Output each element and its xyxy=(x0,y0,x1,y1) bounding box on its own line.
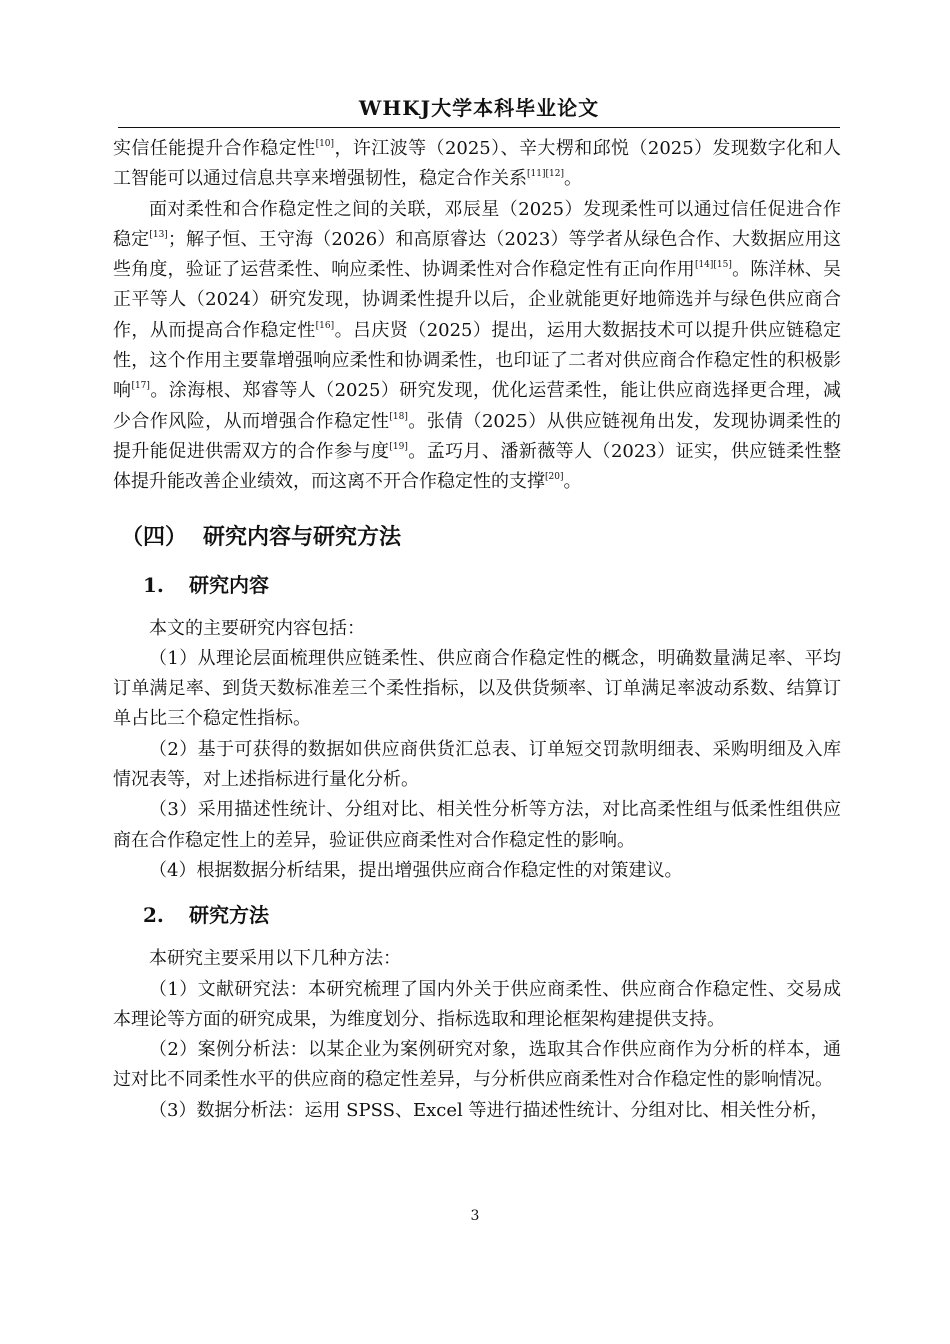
citation: [13] xyxy=(149,229,168,240)
header-rule xyxy=(118,127,840,128)
citation: [17] xyxy=(131,381,150,392)
subsection-number: 2. xyxy=(143,903,164,928)
paragraph-flexibility-stability: 面对柔性和合作稳定性之间的关联，邓辰星（2025）发现柔性可以通过信任促进合作稳定[13]；解子恒、王守海（2026）和高原睿达（2023）等学者从绿色合作、大数据应用这些角度，验证了运营柔性、响应柔性、协调柔性对合作稳定性有正向作用[14][15]。陈洋林、吴正平等人（2024）研究发现，协调柔性提升以后，企业就能更好地筛选并与绿色供应商合作，从而提高合作稳定性[16]。吕庆贤（2025）提出，运用大数据技术可以提升供应链稳定性，这个作用主要靠增强响应柔性和协调柔性，也印证了二者对供应商合作稳定性的积极影响[17]。涂海根、郑睿等人（2025）研究发现，优化运营柔性，能让供应商选择更合理，减少合作风险，从而增强合作稳定性[18]。张倩（2025）从供应链视角出发，发现协调柔性的提升能促进供需双方的合作参与度[19]。孟巧月、潘新薇等人（2023）证实，供应链柔性整体提升能改善企业绩效，而这离不开合作稳定性的支撑[20]。 xyxy=(113,198,842,493)
subsection-title: 研究内容 xyxy=(189,572,269,597)
citation: [18] xyxy=(389,411,408,422)
subsection-heading xyxy=(143,570,841,600)
page-body xyxy=(113,134,841,1126)
research-content-item: （1）从理论层面梳理供应链柔性、供应商合作稳定性的概念，明确数量满足率、平均订单满足率、到货天数标准差三个柔性指标，以及供货频率、订单满足率波动系数、结算订单占比三个稳定性指标。 xyxy=(113,647,841,730)
citation: [20] xyxy=(545,472,564,483)
research-method-item: （3）数据分析法：运用 SPSS、Excel 等进行描述性统计、分组对比、相关性分析， xyxy=(149,1099,829,1121)
research-content-item: （2）基于可获得的数据如供应商供货汇总表、订单短交罚款明细表、采购明细及入库情况表等，对上述指标进行量化分析。 xyxy=(113,738,841,791)
section-number: （四） xyxy=(121,523,188,550)
citation: [10] xyxy=(315,139,335,149)
running-header: WHKJ大学本科毕业论文 xyxy=(358,96,600,120)
citation: [14][15] xyxy=(694,260,732,271)
research-content-item: （4）根据数据分析结果，提出增强供应商合作稳定性的对策建议。 xyxy=(149,859,683,881)
subsection-title: 研究方法 xyxy=(189,903,269,928)
research-method-item: （2）案例分析法：以某企业为案例研究对象，选取其合作供应商作为分析的样本，通过对比不同柔性水平的供应商的稳定性差异，与分析供应商柔性对合作稳定性的影响情况。 xyxy=(113,1039,841,1091)
citation: [11][12] xyxy=(527,169,564,180)
subsection-number: 1. xyxy=(143,572,164,597)
research-content-intro: 本文的主要研究内容包括： xyxy=(149,617,365,639)
research-method-intro: 本研究主要采用以下几种方法： xyxy=(149,948,401,970)
section-heading xyxy=(121,522,841,552)
section-title: 研究内容与研究方法 xyxy=(203,523,402,550)
research-method-item: （1）文献研究法：本研究梳理了国内外关于供应商柔性、供应商合作稳定性、交易成本理论等方面的研究成果，为维度划分、指标选取和理论框架构建提供支持。 xyxy=(113,978,841,1030)
page-number: 3 xyxy=(470,1208,480,1224)
citation: [16] xyxy=(315,320,335,331)
research-content-item: （3）采用描述性统计、分组对比、相关性分析等方法，对比高柔性组与低柔性组供应商在合作稳定性上的差异，验证供应商柔性对合作稳定性的影响。 xyxy=(113,799,841,851)
citation: [19] xyxy=(389,441,408,452)
paragraph-trust: 实信任能提升合作稳定性[10]，许江波等（2025）、辛大楞和邱悦（2025）发现数字化和人工智能可以通过信息共享来增强韧性，稳定合作关系[11][12]。 xyxy=(113,138,842,190)
subsection-heading xyxy=(143,900,841,930)
